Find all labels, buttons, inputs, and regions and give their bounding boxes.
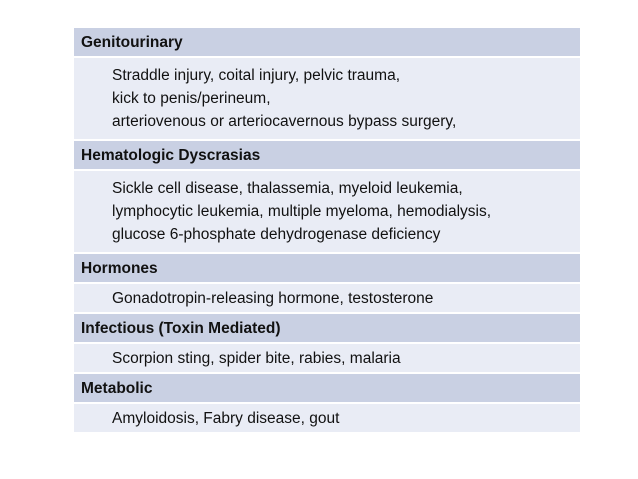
section-body-hematologic: [74, 171, 580, 254]
causes-table: [74, 28, 580, 434]
section-line: Sickle cell disease, thalassemia, myeloid leukemia,: [112, 180, 463, 197]
section-line: glucose 6-phosphate dehydrogenase deficiency: [112, 226, 441, 243]
section-line: kick to penis/perineum,: [112, 90, 271, 107]
section-body-hormones: [74, 284, 580, 314]
section-body-infectious: [74, 344, 580, 374]
section-line: arteriovenous or arteriocavernous bypass surgery,: [112, 113, 457, 130]
section-line: lymphocytic leukemia, multiple myeloma, hemodialysis,: [112, 203, 492, 220]
section-heading-hematologic: Hematologic Dyscrasias: [74, 141, 580, 171]
section-heading-infectious: Infectious (Toxin Mediated): [74, 314, 580, 344]
section-line: Scorpion sting, spider bite, rabies, malaria: [112, 350, 401, 367]
section-heading-metabolic: Metabolic: [74, 374, 580, 404]
section-line: Gonadotropin-releasing hormone, testosterone: [112, 290, 434, 307]
section-line: Straddle injury, coital injury, pelvic trauma,: [112, 67, 401, 84]
section-body-genitourinary: [74, 58, 580, 141]
section-heading-hormones: Hormones: [74, 254, 580, 284]
section-line: Amyloidosis, Fabry disease, gout: [112, 410, 340, 427]
section-heading-genitourinary: Genitourinary: [74, 28, 580, 58]
section-body-metabolic: [74, 404, 580, 434]
